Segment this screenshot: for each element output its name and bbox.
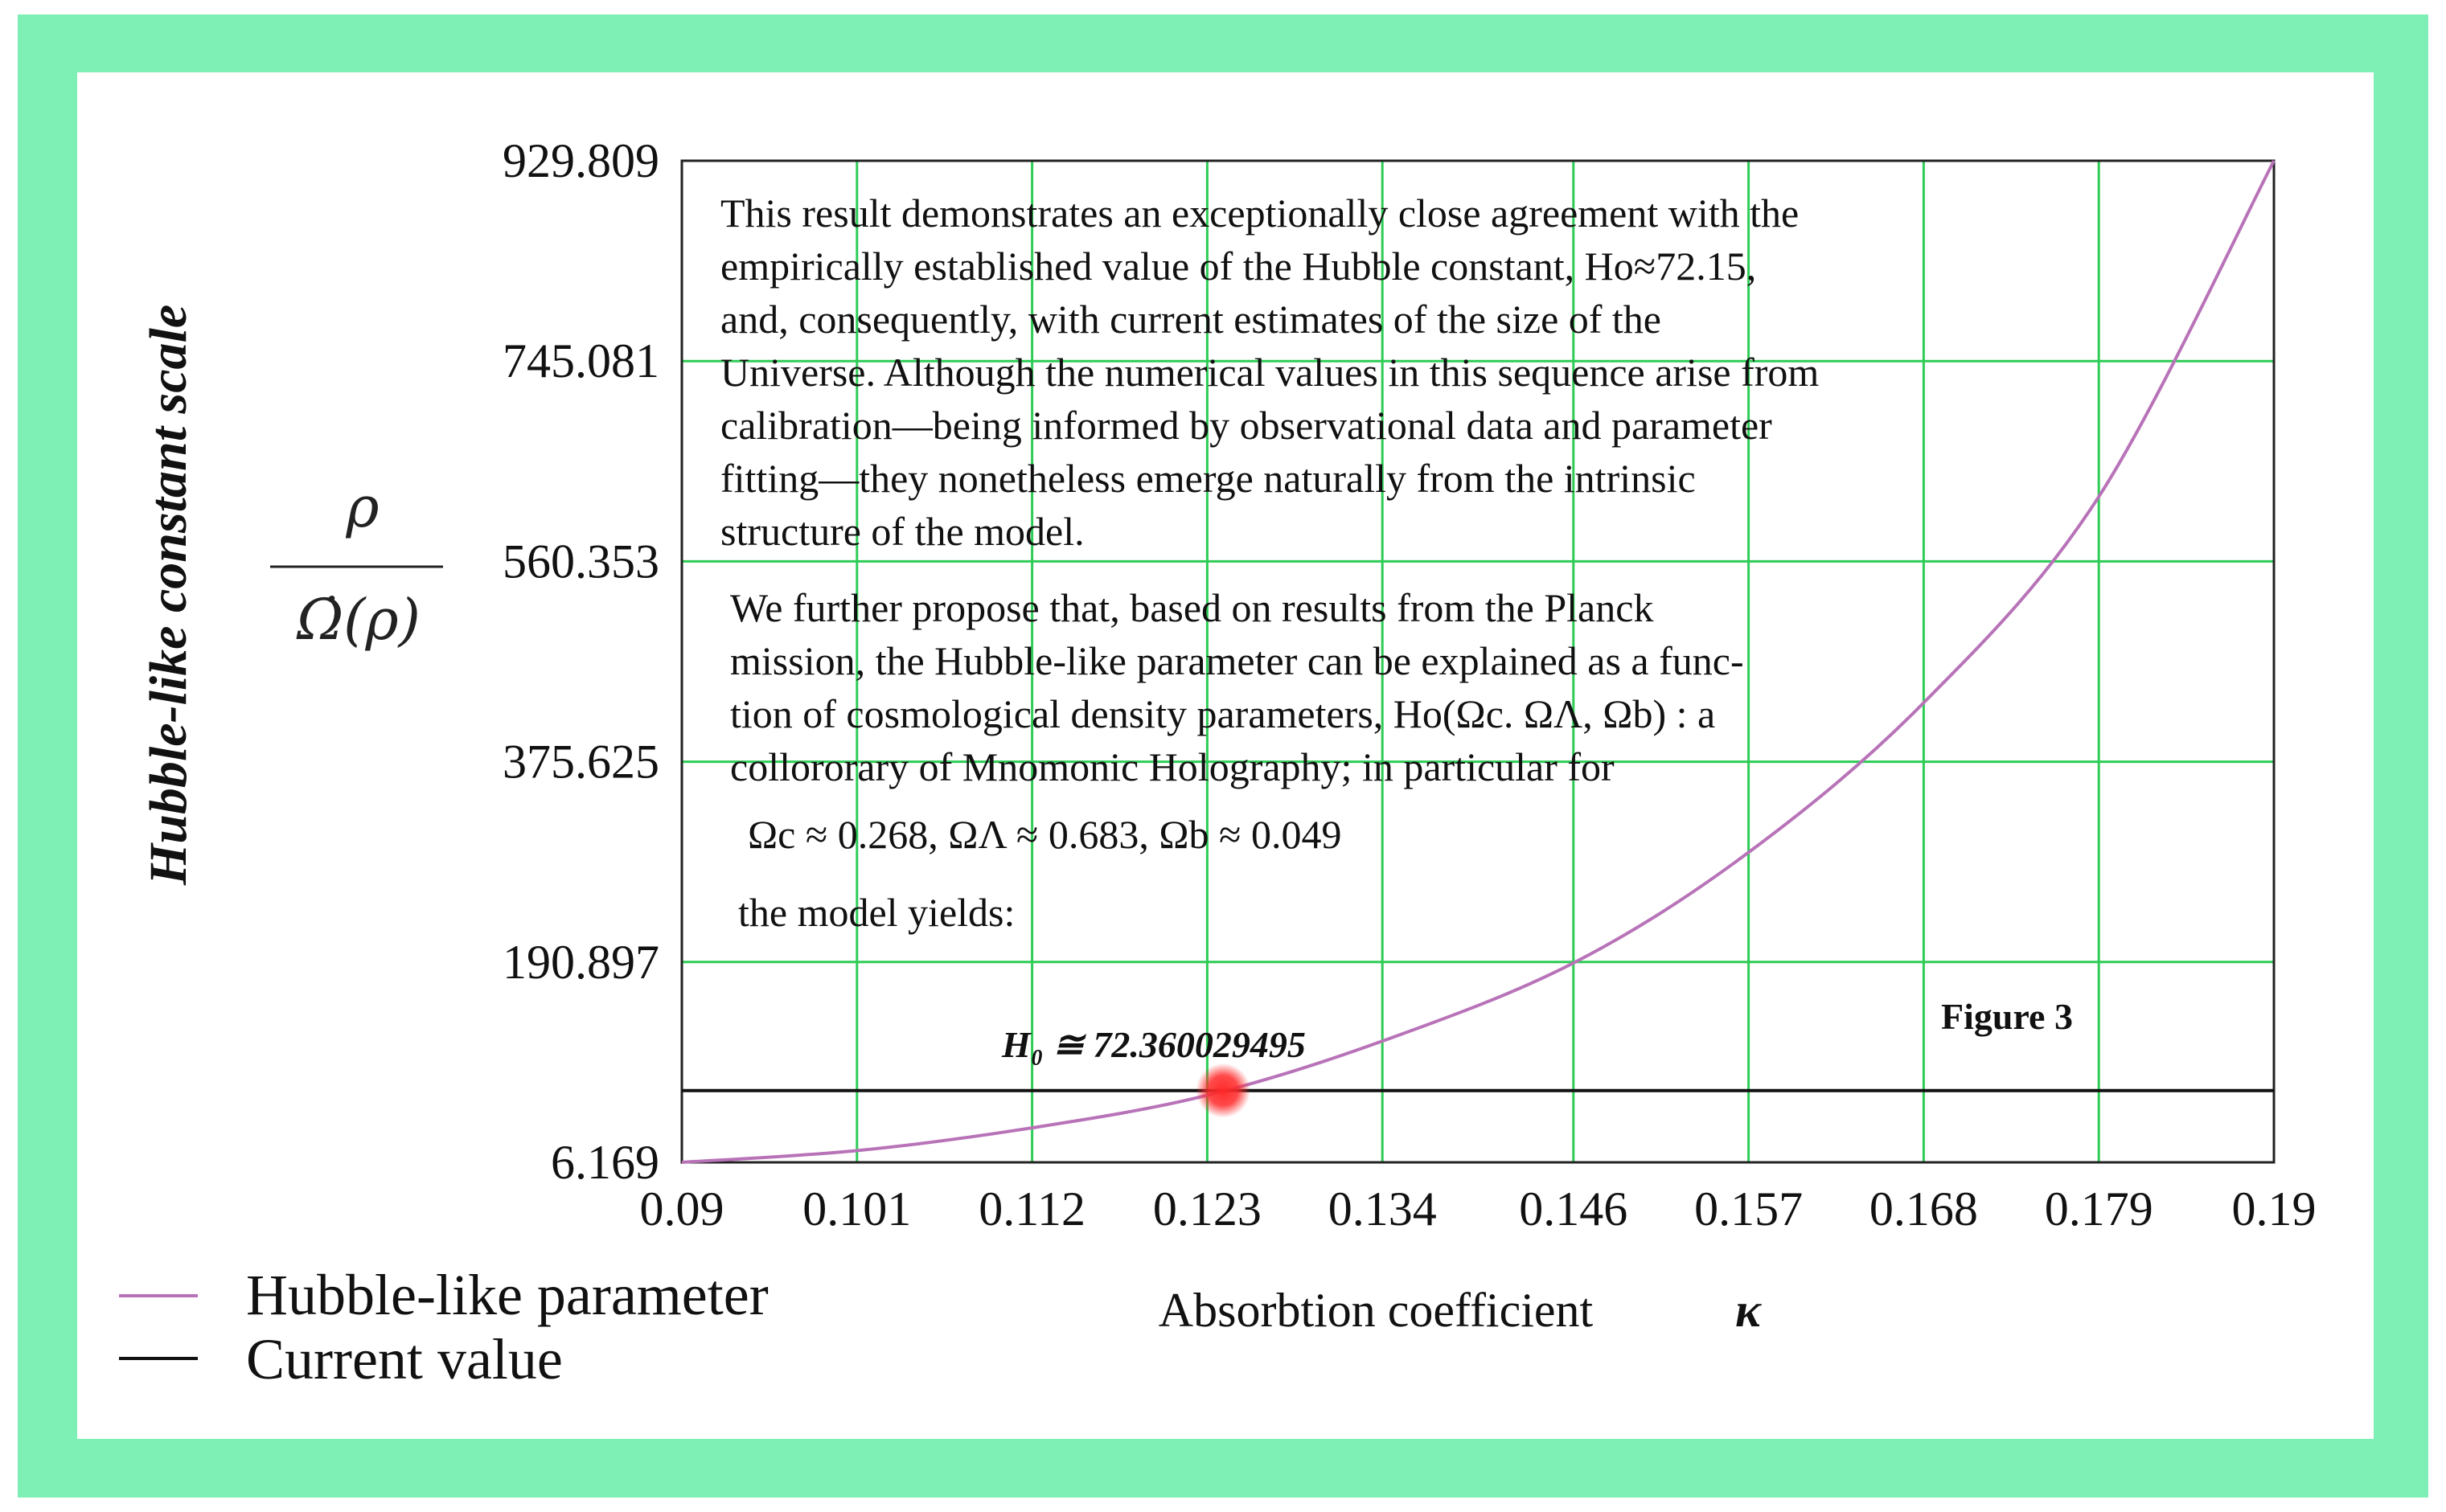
annotation-line: This result demonstrates an exceptionally close agreement with the <box>720 191 1800 236</box>
annotation-line: and, consequently, with current estimates of the size of the <box>720 297 1661 342</box>
x-axis-symbol: κ <box>1735 1284 1761 1337</box>
y-axis-label: Hubble-like constant scale <box>139 304 198 886</box>
x-tick-label: 0.179 <box>2044 1182 2153 1235</box>
x-tick-labels <box>640 1182 2317 1235</box>
annotation-densities: Ωc ≈ 0.268, ΩΛ ≈ 0.683, Ωb ≈ 0.049 <box>748 812 1342 857</box>
current-value-marker <box>1196 1063 1250 1118</box>
y-tick-label: 375.625 <box>503 735 659 789</box>
x-tick-label: 0.168 <box>1869 1182 1978 1235</box>
annotation-line: tion of cosmological density parameters, Ho(Ωc. ΩΛ, Ωb) : a <box>730 691 1716 736</box>
annotation-line: Universe. Although the numerical values in this sequence arise from <box>720 350 1820 395</box>
y-tick-label: 190.897 <box>503 935 659 989</box>
chart-panel <box>77 72 2374 1439</box>
marker-label: H₀ ≅ 72.360029495 <box>1002 1024 1306 1065</box>
annotation-line: calibration—being informed by observational data and parameter <box>720 403 1772 448</box>
chart-svg <box>77 72 2374 1439</box>
annotation-paragraph-1 <box>720 191 1819 554</box>
legend <box>119 1263 769 1391</box>
annotation-line: fitting—they nonetheless emerge naturally from the intrinsic <box>720 456 1696 501</box>
x-tick-label: 0.19 <box>2231 1182 2317 1235</box>
y-formula-numerator: ρ <box>346 474 380 540</box>
annotation-line: collororary of Mnomonic Holography; in particular for <box>730 744 1615 789</box>
annotation-yields: the model yields: <box>738 890 1016 935</box>
x-tick-label: 0.146 <box>1519 1182 1628 1235</box>
y-tick-label: 929.809 <box>503 134 659 187</box>
y-tick-label: 560.353 <box>503 535 659 588</box>
legend-label-current: Current value <box>246 1327 563 1391</box>
annotation-line: We further propose that, based on results from the Planck <box>730 585 1654 630</box>
y-tick-label: 745.081 <box>503 334 659 388</box>
x-tick-label: 0.134 <box>1328 1182 1437 1235</box>
annotation-line: empirically established value of the Hubble constant, Ho≈72.15, <box>720 244 1757 289</box>
annotation-line: structure of the model. <box>720 509 1085 554</box>
y-tick-label: 6.169 <box>551 1136 659 1189</box>
x-tick-label: 0.09 <box>639 1182 724 1235</box>
figure-label: Figure 3 <box>1941 996 2073 1037</box>
x-tick-label: 0.123 <box>1152 1182 1262 1235</box>
legend-label-hubble: Hubble-like parameter <box>246 1263 769 1327</box>
x-tick-label: 0.112 <box>979 1182 1086 1235</box>
y-formula-denominator: Ω̇(ρ) <box>297 587 421 653</box>
annotation-line: mission, the Hubble-like parameter can be explained as a func- <box>730 638 1744 683</box>
x-axis-label: Absorbtion coefficient <box>1158 1284 1594 1337</box>
x-tick-label: 0.157 <box>1694 1182 1804 1235</box>
y-tick-labels <box>503 134 659 1189</box>
x-tick-label: 0.101 <box>802 1182 912 1235</box>
